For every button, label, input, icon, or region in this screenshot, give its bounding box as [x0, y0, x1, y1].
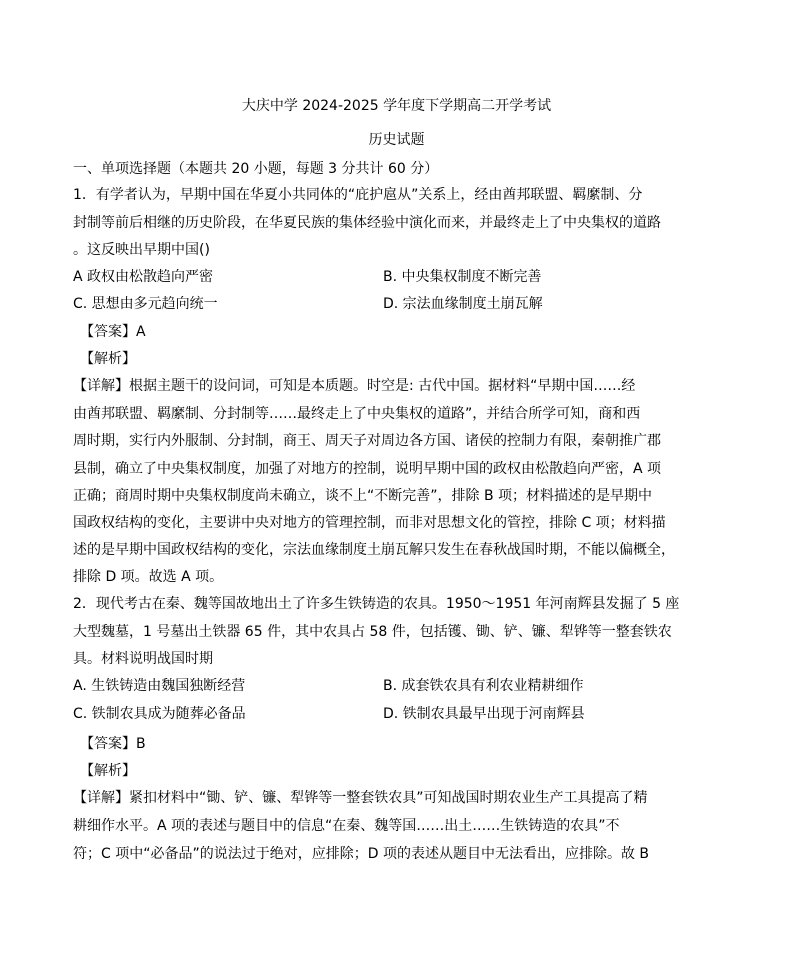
q1-stem-line: 1．有学者认为，早期中国在华夏小共同体的“庇护扈从”关系上，经由酋邦联盟、羁縻制、分 [73, 187, 643, 203]
q1-detail-line: 县制，确立了中央集权制度，加强了对地方的控制，说明早期中国的政权由松散趋向严密，A 项 [73, 461, 662, 477]
q1-stem-line: 。这反映出早期中国() [73, 242, 210, 258]
q1-detail-line: 国政权结构的变化，主要讲中央对地方的管理控制，而非对思想文化的管控，排除 C 项；材料描 [73, 515, 666, 531]
q1-stem-line: 封制等前后相继的历史阶段，在华夏民族的集体经验中演化而来，并最终走上了中央集权的道路 [73, 215, 661, 231]
q1-detail-line: 正确；商周时期中央集权制度尚未确立，谈不上“不断完善”，排除 B 项；材料描述的是早期中 [73, 488, 653, 504]
q2-option-c: C. 铁制农具成为随葬必备品 [73, 706, 246, 722]
q1-detail-line: 由酋邦联盟、羁縻制、分封制等……最终走上了中央集权的道路”，并结合所学可知，商和西 [73, 406, 641, 422]
q1-detail-line: 排除 D 项。故选 A 项。 [73, 569, 224, 585]
q2-option-d: D. 铁制农具最早出现于河南辉县 [383, 706, 585, 722]
q1-detail-line: 【详解】根据主题干的设问词，可知是本质题。时空是: 古代中国。据材料“早期中国……经 [73, 378, 636, 394]
q2-detail-line: 耕细作水平。A 项的表述与题目中的信息“在秦、魏等国……出土……生铁铸造的农具”不 [73, 818, 620, 834]
q1-answer: 【答案】A [80, 324, 146, 340]
q2-stem-line: 大型魏墓，1 号墓出土铁器 65 件，其中农具占 58 件，包括镬、锄、铲、镰、犁铧等一整套铁农 [73, 624, 672, 640]
q2-option-b: B. 成套铁农具有利农业精耕细作 [383, 678, 584, 694]
q2-option-a: A. 生铁铸造由魏国独断经营 [73, 678, 246, 694]
q2-detail-line: 【详解】紧扣材料中“锄、铲、镰、犁铧等一整套铁农具”可知战国时期农业生产工具提高了精 [73, 790, 648, 806]
q2-stem-line: 具。材料说明战国时期 [73, 651, 213, 667]
exam-subtitle: 历史试题 [368, 132, 425, 148]
q1-option-a: A 政权由松散趋向严密 [73, 269, 214, 285]
q1-analysis-label: 【解析】 [80, 351, 136, 367]
q2-analysis-label: 【解析】 [80, 763, 136, 779]
q1-detail-line: 周时期，实行内外服制、分封制，商王、周天子对周边各方国、诸侯的控制力有限，秦朝推广郡 [73, 433, 661, 449]
q1-detail-line: 述的是早期中国政权结构的变化，宗法血缘制度土崩瓦解只发生在春秋战国时期，不能以偏概全， [73, 542, 675, 558]
q2-detail-line: 符；C 项中“必备品”的说法过于绝对，应排除；D 项的表述从题目中无法看出，应排除。故 B [73, 846, 650, 862]
q1-option-c: C. 思想由多元趋向统一 [73, 296, 218, 312]
section-heading: 一、单项选择题（本题共 20 小题，每题 3 分共计 60 分） [73, 161, 439, 177]
q1-option-b: B. 中央集权制度不断完善 [383, 269, 542, 285]
exam-title: 大庆中学 2024-2025 学年度下学期高二开学考试 [241, 98, 552, 114]
q2-stem-line: 2．现代考古在秦、魏等国故地出土了许多生铁铸造的农具。1950～1951 年河南辉县发掘了 5 座 [73, 596, 680, 612]
q1-option-d: D. 宗法血缘制度土崩瓦解 [383, 296, 543, 312]
q2-answer: 【答案】B [80, 736, 146, 752]
